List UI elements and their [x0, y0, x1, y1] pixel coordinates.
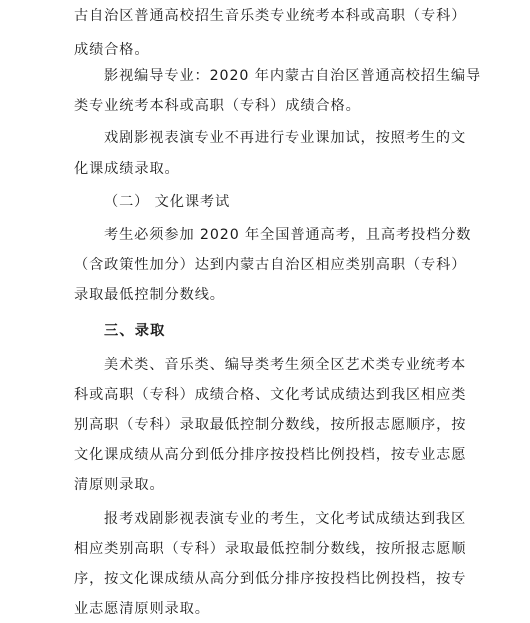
paragraph-line: 戏剧影视表演专业不再进行专业课加试，按照考生的文	[104, 130, 467, 146]
paragraph-line: （含政策性加分）达到内蒙古自治区相应类别高职（专科）	[74, 257, 467, 273]
paragraph-line: 相应类别高职（专科）录取最低控制分数线，按所报志愿顺	[74, 541, 467, 557]
paragraph-line: 录取最低控制分数线。	[74, 287, 225, 303]
paragraph-line: 成绩合格。	[74, 42, 150, 58]
paragraph-line: 别高职（专科）录取最低控制分数线，按所报志愿顺序，按	[74, 417, 467, 433]
paragraph-line: 化课成绩录取。	[74, 161, 180, 177]
section-heading: 三、录取	[104, 323, 166, 339]
paragraph-line: 美术类、音乐类、编导类考生须全区艺术类专业统考本	[104, 357, 467, 373]
paragraph-line: 类专业统考本科或高职（专科）成绩合格。	[74, 98, 361, 114]
paragraph-line: 古自治区普通高校招生音乐类专业统考本科或高职（专科）	[74, 8, 467, 24]
paragraph-line: 序，按文化课成绩从高分到低分排序按投档比例投档，按专	[74, 571, 467, 587]
section-heading: （二） 文化课考试	[104, 194, 231, 210]
paragraph-line: 业志愿清原则录取。	[74, 601, 210, 617]
paragraph-line: 考生必须参加 2020 年全国普通高考，且高考投档分数	[104, 227, 472, 243]
paragraph-line: 文化课成绩从高分到低分排序按投档比例投档，按专业志愿	[74, 447, 467, 463]
paragraph-line: 科或高职（专科）成绩合格、文化考试成绩达到我区相应类	[74, 387, 467, 403]
paragraph-line: 报考戏剧影视表演专业的考生，文化考试成绩达到我区	[104, 511, 467, 527]
paragraph-line: 影视编导专业：2020 年内蒙古自治区普通高校招生编导	[104, 68, 482, 84]
paragraph-line: 清原则录取。	[74, 477, 165, 493]
